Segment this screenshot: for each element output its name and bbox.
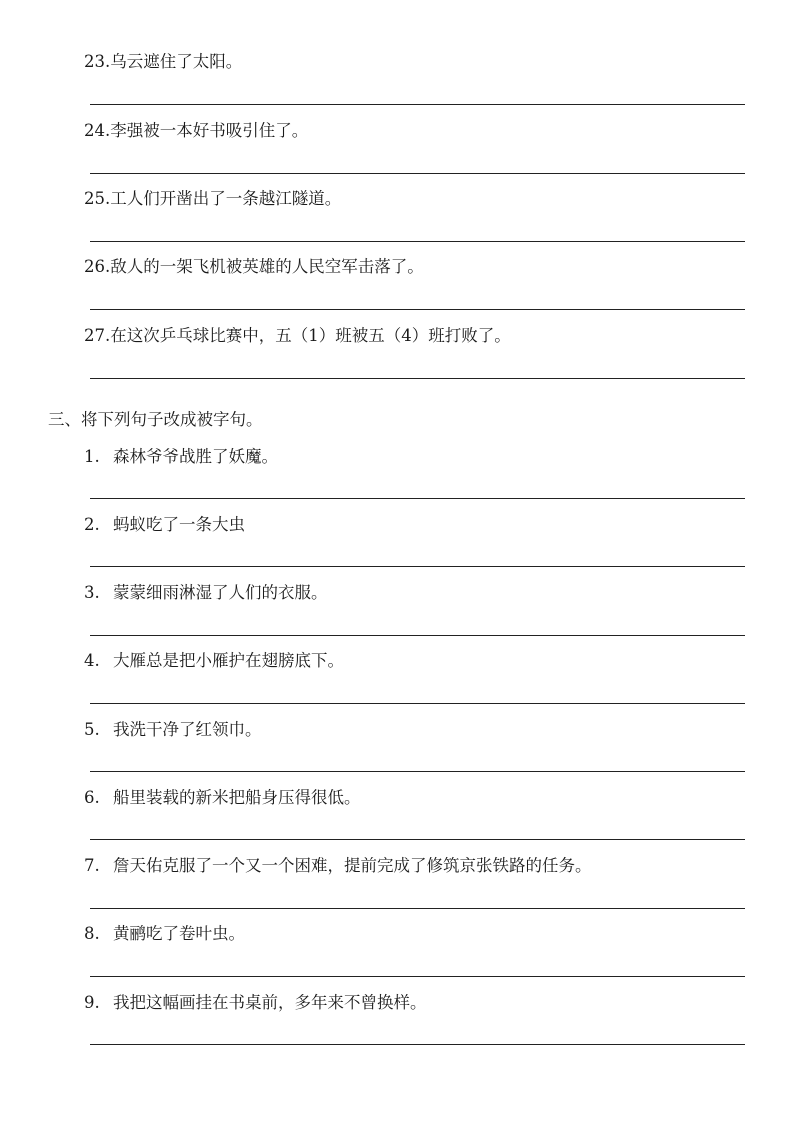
question-text: 乌云遮住了太阳。 (110, 52, 243, 71)
answer-line-s3-3[interactable] (90, 635, 745, 636)
question-number: 24. (84, 121, 111, 140)
question-24 (84, 120, 308, 142)
question-number: 25. (84, 189, 111, 208)
question-23 (84, 51, 242, 73)
question-s3-4 (84, 650, 344, 672)
question-number: 23. (84, 52, 111, 71)
answer-line-27[interactable] (90, 378, 745, 379)
question-s3-6 (84, 787, 361, 809)
question-s3-5 (84, 719, 262, 741)
question-25 (84, 188, 341, 210)
question-number: 6. (84, 788, 100, 807)
answer-line-26[interactable] (90, 309, 745, 310)
question-text: 敌人的一架飞机被英雄的人民空军击落了。 (110, 257, 424, 276)
question-number: 5. (84, 720, 100, 739)
question-number: 1. (84, 447, 100, 466)
question-text: 船里装载的新米把船身压得很低。 (113, 788, 361, 807)
question-number: 26. (84, 257, 111, 276)
answer-line-s3-2[interactable] (90, 566, 745, 567)
question-number: 2. (84, 515, 100, 534)
answer-line-s3-7[interactable] (90, 908, 745, 909)
question-text: 李强被一本好书吸引住了。 (110, 121, 309, 140)
question-s3-3 (84, 582, 328, 604)
question-s3-8 (84, 923, 245, 945)
answer-line-s3-4[interactable] (90, 703, 745, 704)
question-text: 我把这幅画挂在书桌前，多年来不曾换样。 (113, 993, 427, 1012)
question-number: 7. (84, 856, 100, 875)
answer-line-s3-9[interactable] (90, 1044, 745, 1045)
question-text: 蚂蚁吃了一条大虫 (113, 515, 245, 534)
question-26 (84, 256, 424, 278)
question-number: 4. (84, 651, 100, 670)
question-text: 在这次乒乓球比赛中，五（1）班被五（4）班打败了。 (110, 326, 511, 345)
question-text: 大雁总是把小雁护在翅膀底下。 (113, 651, 344, 670)
answer-line-s3-5[interactable] (90, 771, 745, 772)
question-text: 森林爷爷战胜了妖魔。 (113, 447, 278, 466)
answer-line-24[interactable] (90, 173, 745, 174)
question-text: 工人们开凿出了一条越江隧道。 (110, 189, 342, 208)
question-number: 8. (84, 924, 100, 943)
answer-line-23[interactable] (90, 104, 745, 105)
question-s3-1 (84, 446, 278, 468)
question-text: 黄鹂吃了卷叶虫。 (113, 924, 245, 943)
answer-line-s3-1[interactable] (90, 498, 745, 499)
answer-line-s3-8[interactable] (90, 976, 745, 977)
answer-line-25[interactable] (90, 241, 745, 242)
section-title: 三、将下列句子改成被字句。 (48, 410, 263, 429)
question-text: 我洗干净了红领巾。 (113, 720, 262, 739)
question-text: 蒙蒙细雨淋湿了人们的衣服。 (113, 583, 328, 602)
question-s3-9 (84, 992, 427, 1014)
question-number: 9. (84, 993, 100, 1012)
answer-line-s3-6[interactable] (90, 839, 745, 840)
question-s3-2 (84, 514, 245, 536)
question-27 (84, 325, 511, 347)
question-number: 3. (84, 583, 100, 602)
question-s3-7 (84, 855, 592, 877)
question-text: 詹天佑克服了一个又一个困难，提前完成了修筑京张铁路的任务。 (113, 856, 592, 875)
question-number: 27. (84, 326, 111, 345)
